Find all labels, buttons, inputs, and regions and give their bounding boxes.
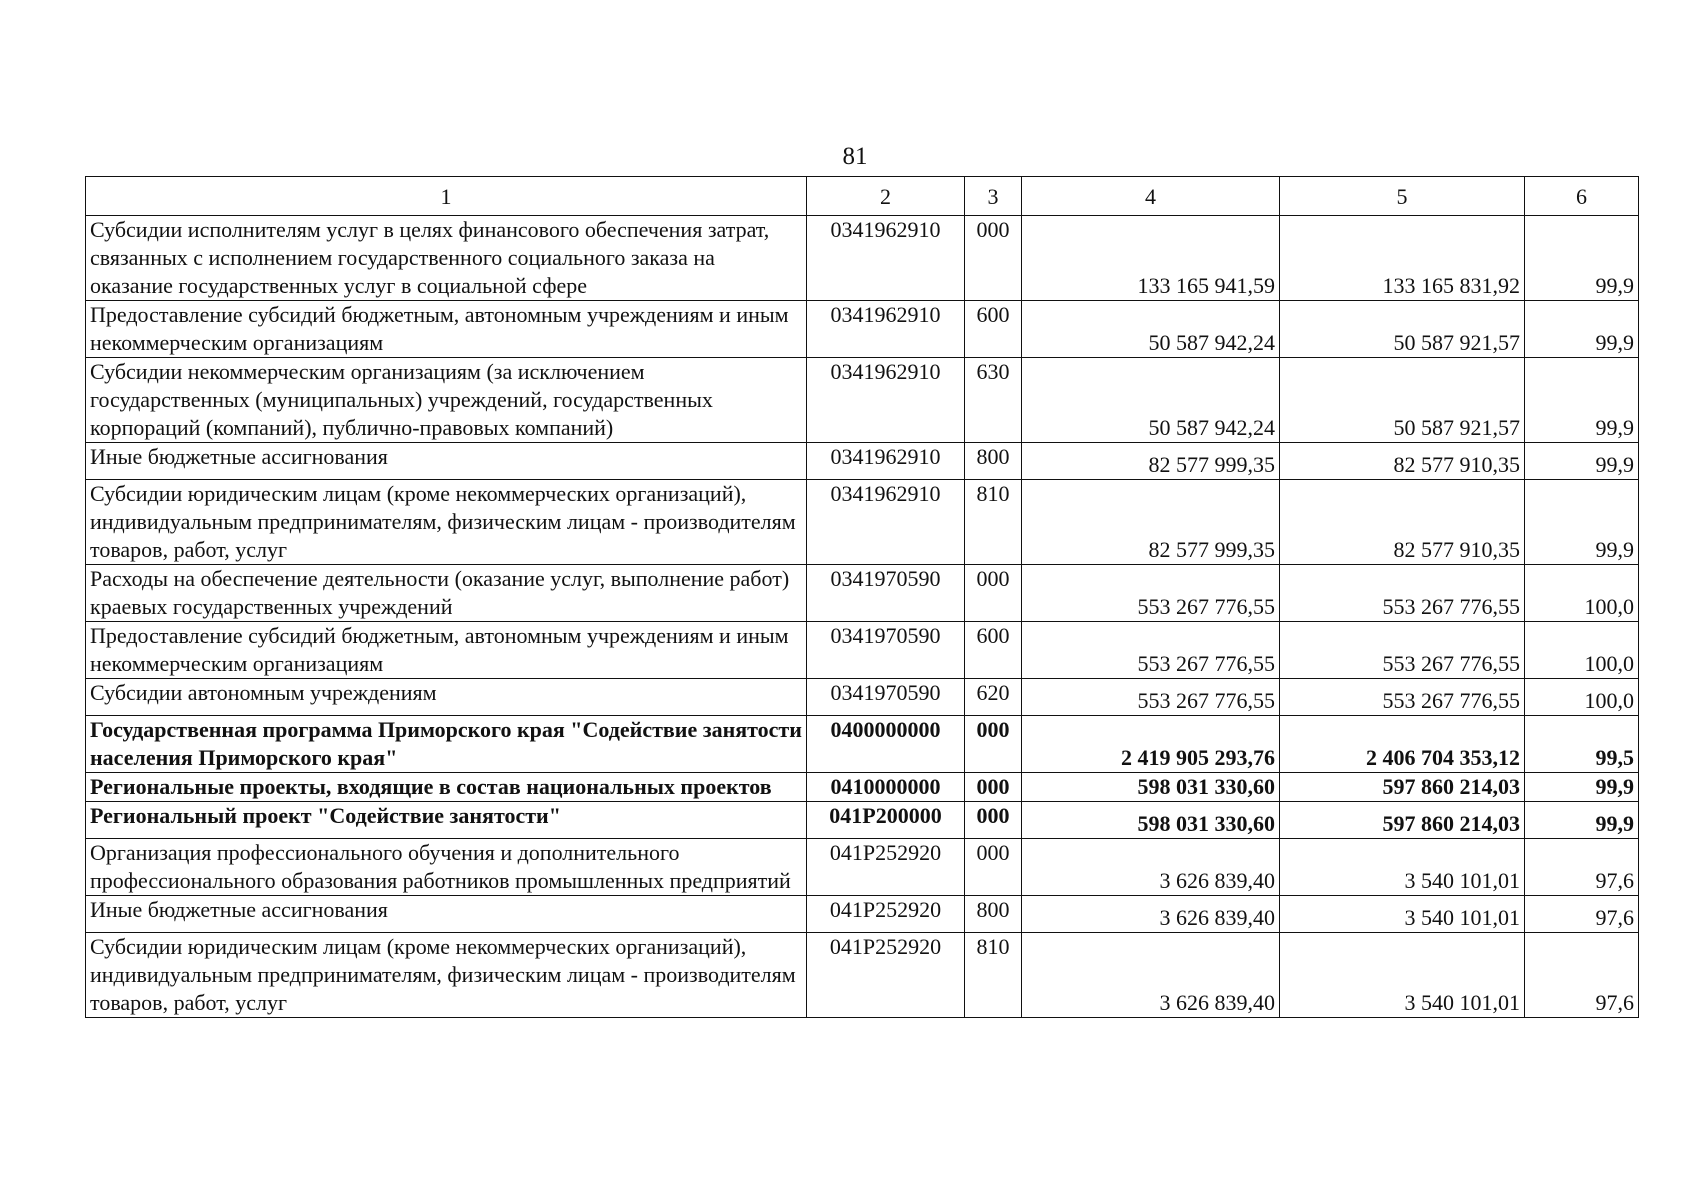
table-row [86,679,1639,716]
row-code: 0341970590 [807,622,965,679]
row-name: Региональные проекты, входящие в состав национальных проектов [86,773,807,802]
row-expense-type: 600 [965,301,1022,358]
row-expense-type: 000 [965,839,1022,896]
row-planned-amount: 82 577 999,35 [1022,443,1280,480]
row-expense-type: 800 [965,896,1022,933]
row-percent: 99,9 [1525,802,1639,839]
row-expense-type: 810 [965,933,1022,1018]
table-row [86,839,1639,896]
table-row [86,443,1639,480]
row-percent: 97,6 [1525,839,1639,896]
row-planned-amount: 3 626 839,40 [1022,896,1280,933]
row-name: Расходы на обеспечение деятельности (оказание услуг, выполнение работ) краевых государственных учреждений [86,565,807,622]
row-name: Иные бюджетные ассигнования [86,896,807,933]
row-name: Субсидии исполнителям услуг в целях финансового обеспечения затрат, связанных с исполнением государственного социального заказа на оказание государственных услуг в социальной сфере [86,216,807,301]
row-name: Предоставление субсидий бюджетным, автономным учреждениям и иным некоммерческим организациям [86,301,807,358]
header-cell-1: 1 [86,177,807,216]
row-percent: 99,9 [1525,216,1639,301]
header-cell-4: 4 [1022,177,1280,216]
row-actual-amount: 50 587 921,57 [1280,358,1525,443]
row-planned-amount: 553 267 776,55 [1022,565,1280,622]
row-planned-amount: 50 587 942,24 [1022,358,1280,443]
row-percent: 97,6 [1525,933,1639,1018]
table-row [86,565,1639,622]
table-row [86,216,1639,301]
row-name: Государственная программа Приморского края "Содействие занятости населения Приморского края" [86,716,807,773]
row-actual-amount: 597 860 214,03 [1280,773,1525,802]
row-name: Организация профессионального обучения и дополнительного профессионального образования работников промышленных предприятий [86,839,807,896]
row-code: 0341962910 [807,480,965,565]
row-actual-amount: 2 406 704 353,12 [1280,716,1525,773]
row-planned-amount: 598 031 330,60 [1022,773,1280,802]
row-code: 041P252920 [807,839,965,896]
row-planned-amount: 553 267 776,55 [1022,679,1280,716]
row-percent: 99,9 [1525,773,1639,802]
table-row [86,896,1639,933]
row-expense-type: 620 [965,679,1022,716]
row-planned-amount: 82 577 999,35 [1022,480,1280,565]
row-expense-type: 000 [965,773,1022,802]
table-row [86,622,1639,679]
row-actual-amount: 3 540 101,01 [1280,896,1525,933]
row-planned-amount: 50 587 942,24 [1022,301,1280,358]
budget-table [85,176,1639,1018]
table-row [86,480,1639,565]
header-cell-5: 5 [1280,177,1525,216]
row-code: 041P252920 [807,933,965,1018]
row-actual-amount: 133 165 831,92 [1280,216,1525,301]
row-code: 041P252920 [807,896,965,933]
row-planned-amount: 2 419 905 293,76 [1022,716,1280,773]
row-actual-amount: 82 577 910,35 [1280,480,1525,565]
row-expense-type: 810 [965,480,1022,565]
row-percent: 99,9 [1525,358,1639,443]
row-actual-amount: 597 860 214,03 [1280,802,1525,839]
row-expense-type: 800 [965,443,1022,480]
row-percent: 99,9 [1525,301,1639,358]
row-planned-amount: 3 626 839,40 [1022,933,1280,1018]
row-expense-type: 000 [965,802,1022,839]
row-expense-type: 000 [965,716,1022,773]
row-expense-type: 600 [965,622,1022,679]
row-percent: 99,9 [1525,480,1639,565]
row-code: 0341970590 [807,565,965,622]
row-name: Субсидии юридическим лицам (кроме некоммерческих организаций), индивидуальным предпринимателям, физическим лицам - производителям товаров, работ, услуг [86,933,807,1018]
row-planned-amount: 3 626 839,40 [1022,839,1280,896]
header-cell-2: 2 [807,177,965,216]
row-percent: 97,6 [1525,896,1639,933]
row-code: 0341962910 [807,358,965,443]
table-row [86,716,1639,773]
row-actual-amount: 50 587 921,57 [1280,301,1525,358]
table-row [86,358,1639,443]
row-actual-amount: 3 540 101,01 [1280,839,1525,896]
header-cell-6: 6 [1525,177,1639,216]
row-code: 0410000000 [807,773,965,802]
row-percent: 100,0 [1525,622,1639,679]
row-expense-type: 630 [965,358,1022,443]
row-name: Субсидии некоммерческим организациям (за исключением государственных (муниципальных) учреждений, государственных корпораций (компаний), публично-правовых компаний) [86,358,807,443]
row-code: 041P200000 [807,802,965,839]
row-actual-amount: 553 267 776,55 [1280,679,1525,716]
row-percent: 100,0 [1525,679,1639,716]
table-row [86,802,1639,839]
row-name: Предоставление субсидий бюджетным, автономным учреждениям и иным некоммерческим организациям [86,622,807,679]
row-actual-amount: 553 267 776,55 [1280,622,1525,679]
row-actual-amount: 553 267 776,55 [1280,565,1525,622]
header-row [86,177,1639,216]
row-code: 0341962910 [807,216,965,301]
row-name: Субсидии юридическим лицам (кроме некоммерческих организаций), индивидуальным предпринимателям, физическим лицам - производителям товаров, работ, услуг [86,480,807,565]
table-row [86,933,1639,1018]
row-expense-type: 000 [965,216,1022,301]
row-actual-amount: 82 577 910,35 [1280,443,1525,480]
row-code: 0400000000 [807,716,965,773]
row-expense-type: 000 [965,565,1022,622]
row-actual-amount: 3 540 101,01 [1280,933,1525,1018]
row-name: Региональный проект "Содействие занятости" [86,802,807,839]
row-percent: 99,9 [1525,443,1639,480]
row-percent: 99,5 [1525,716,1639,773]
row-planned-amount: 133 165 941,59 [1022,216,1280,301]
table-row [86,301,1639,358]
row-name: Субсидии автономным учреждениям [86,679,807,716]
row-code: 0341962910 [807,443,965,480]
row-percent: 100,0 [1525,565,1639,622]
table-row [86,773,1639,802]
row-name: Иные бюджетные ассигнования [86,443,807,480]
header-cell-3: 3 [965,177,1022,216]
row-planned-amount: 598 031 330,60 [1022,802,1280,839]
page-number: 81 [842,143,868,170]
row-planned-amount: 553 267 776,55 [1022,622,1280,679]
row-code: 0341962910 [807,301,965,358]
row-code: 0341970590 [807,679,965,716]
